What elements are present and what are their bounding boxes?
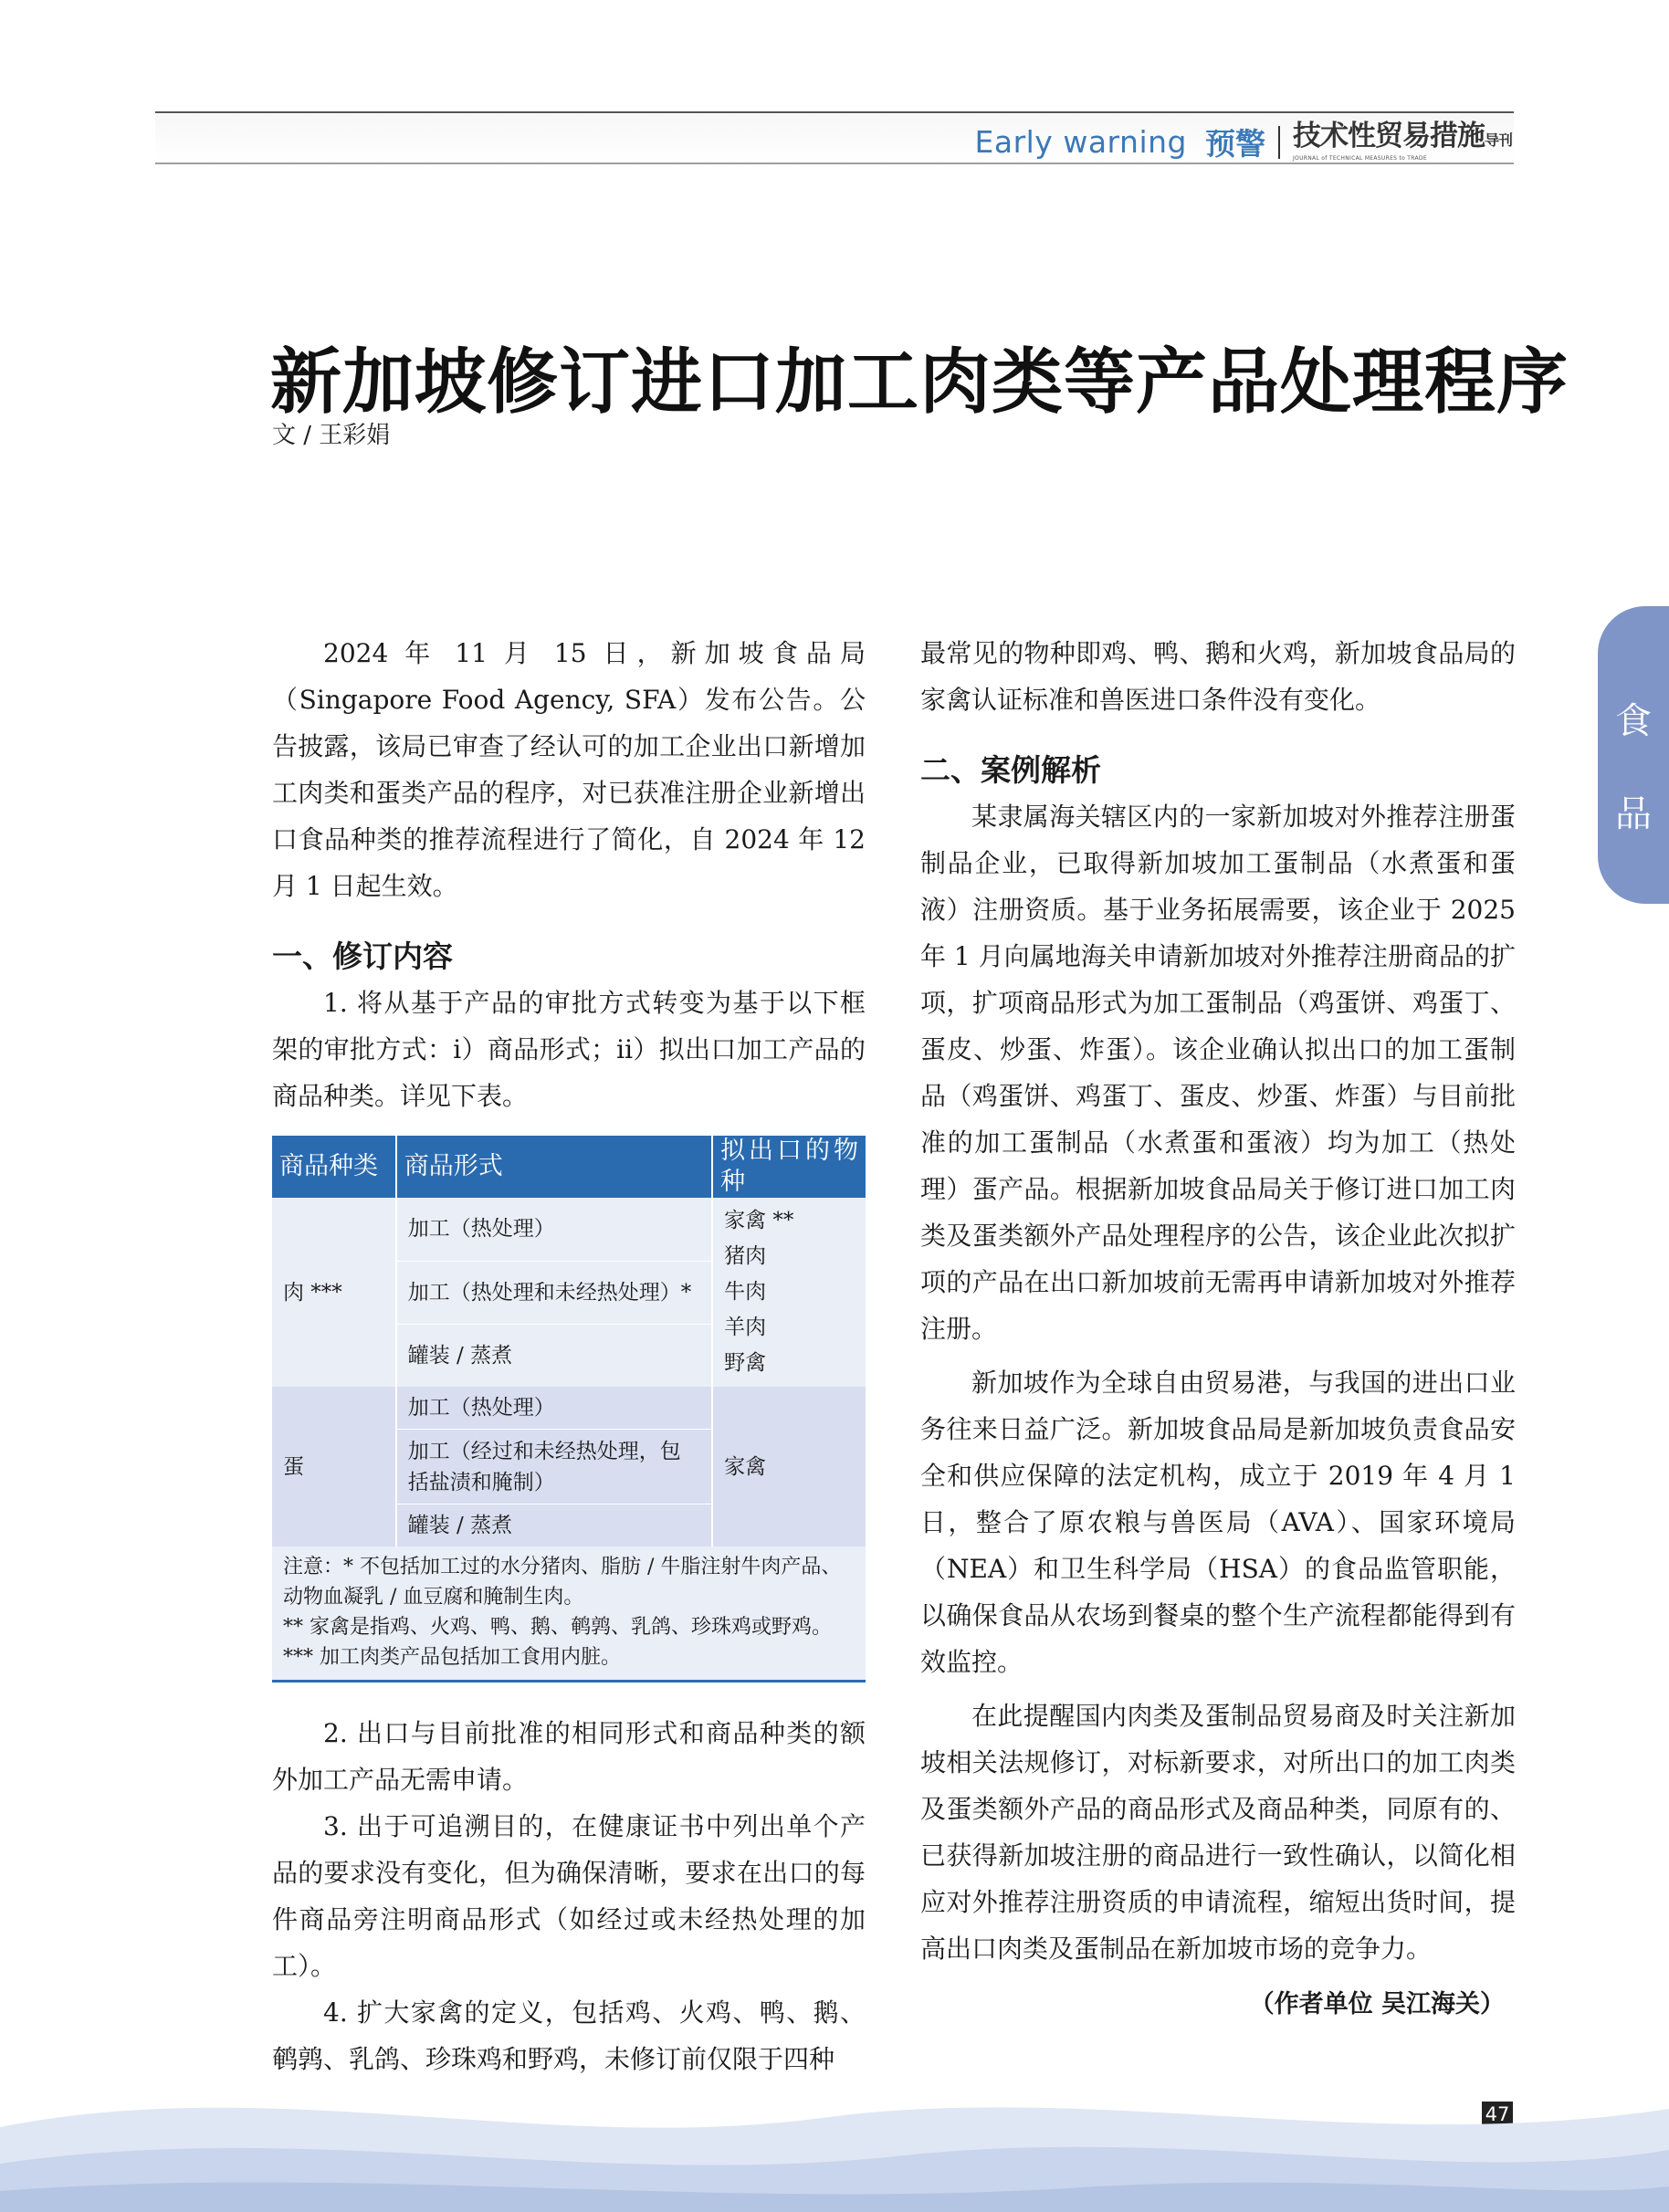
left-paragraph-3: 2. 出口与目前批准的相同形式和商品种类的额外加工产品无需申请。 — [272, 1718, 866, 1795]
left-column — [272, 630, 866, 2082]
table-header-row — [272, 1136, 866, 1198]
early-warning-cn-label: 预警 — [1204, 126, 1265, 162]
table-cell-form: 加工（经过和未经热处理，包括盐渍和腌制） — [396, 1430, 712, 1504]
header-separator — [1278, 126, 1280, 159]
header-branding — [975, 121, 1513, 163]
journal-logo — [1293, 121, 1512, 162]
table-cell-category: 肉 *** — [272, 1198, 396, 1387]
bottom-wave-decoration — [0, 2018, 1669, 2212]
table-cell-category: 蛋 — [272, 1387, 396, 1546]
table-note: ** 家禽是指鸡、火鸡、鸭、鹅、鹌鹑、乳鸽、珍珠鸡或野鸡。 — [283, 1616, 832, 1639]
species-item: 牛肉 — [724, 1280, 767, 1304]
right-paragraph-3: 新加坡作为全球自由贸易港，与我国的进出口业务往来日益广泛。新加坡食品局是新加坡负责食品安全和供应保障的法定机构，成立于 2019 年 4 月 1 日，整合了原农粮与兽医局（AVA）、国家环境局（NEA）和卫生科学局（HSA）的食品监管职能，以确保食品从农场到餐桌的整个生产流程都能得到有效监控。 — [920, 1368, 1516, 1677]
side-tab-char-1: 食 — [1615, 700, 1652, 742]
section-heading-1: 一、修订内容 — [272, 938, 453, 974]
article-byline: 文 / 王彩娟 — [272, 422, 391, 449]
table-cell-form: 罐装 / 蒸煮 — [396, 1324, 712, 1387]
author-affiliation: （作者单位 吴江海关） — [1249, 1990, 1505, 2018]
right-paragraph-1: 最常见的物种即鸡、鸭、鹅和火鸡，新加坡食品局的家禽认证标准和兽医进口条件没有变化。 — [920, 638, 1516, 715]
table-note: *** 加工肉类产品包括加工食用内脏。 — [283, 1646, 621, 1669]
right-paragraph-4: 在此提醒国内肉类及蛋制品贸易商及时关注新加坡相关法规修订，对标新要求，对所出口的加工肉类及蛋类额外产品的商品形式及商品种类，同原有的、已获得新加坡注册的商品进行一致性确认，以简化相应对外推荐注册资质的申请流程，缩短出货时间，提高出口肉类及蛋制品在新加坡市场的竞争力。 — [920, 1701, 1516, 1964]
table-cell-species — [712, 1198, 866, 1387]
table-row — [272, 1198, 866, 1261]
table-cell-form: 罐装 / 蒸煮 — [396, 1504, 712, 1547]
left-paragraph-2: 1. 将从基于产品的审批方式转变为基于以下框架的审批方式：i）商品形式；ii）拟出口加工产品的商品种类。详见下表。 — [272, 988, 866, 1111]
journal-suffix: 导刊 — [1484, 131, 1512, 149]
product-table — [272, 1136, 866, 1546]
table-header-cell: 商品形式 — [396, 1136, 712, 1198]
section-heading-2: 二、案例解析 — [920, 752, 1101, 788]
table-header-cell: 拟出口的物种 — [712, 1136, 866, 1198]
species-item: 猪肉 — [724, 1244, 767, 1268]
header-rule — [155, 111, 1514, 113]
table-header-cell: 商品种类 — [272, 1136, 396, 1198]
section-side-tab — [1598, 606, 1669, 904]
table-notes — [272, 1546, 866, 1683]
journal-name: 技术性贸易措施 — [1292, 120, 1485, 152]
species-item: 家禽 ** — [724, 1209, 794, 1232]
table-row — [272, 1387, 866, 1430]
species-item: 野禽 — [724, 1351, 767, 1375]
article-title: 新加坡修订进口加工肉类等产品处理程序 — [270, 341, 1569, 424]
right-paragraph-2: 某隶属海关辖区内的一家新加坡对外推荐注册蛋制品企业，已取得新加坡加工蛋制品（水煮蛋和蛋液）注册资质。基于业务拓展需要，该企业于 2025 年 1 月向属地海关申请新加坡对外推荐注册商品的扩项，扩项商品形式为加工蛋制品（鸡蛋饼、鸡蛋丁、蛋皮、炒蛋、炸蛋）。该企业确认拟出口的加工蛋制品（鸡蛋饼、鸡蛋丁、蛋皮、炒蛋、炸蛋）与目前批准的加工蛋制品（水煮蛋和蛋液）均为加工（热处理）蛋产品。根据新加坡食品局关于修订进口加工肉类及蛋类额外产品处理程序的公告，该企业此次拟扩项的产品在出口新加坡前无需再申请新加坡对外推荐注册。 — [920, 802, 1516, 1344]
table-cell-species: 家禽 — [712, 1387, 866, 1546]
left-paragraph-5: 4. 扩大家禽的定义，包括鸡、火鸡、鸭、鹅、鹌鹑、乳鸽、珍珠鸡和野鸡，未修订前仅限于四种 — [272, 1997, 866, 2074]
table-cell-form: 加工（热处理） — [396, 1387, 712, 1430]
species-item: 羊肉 — [724, 1316, 767, 1339]
table-cell-form: 加工（热处理和未经热处理）* — [396, 1261, 712, 1324]
table-note: 注意：* 不包括加工过的水分猪肉、脂肪 / 牛脂注射牛肉产品、动物血凝乳 / 血豆腐和腌制生肉。 — [283, 1556, 842, 1609]
journal-en: JOURNAL of TECHNICAL MEASURES to TRADE — [1292, 155, 1427, 162]
left-paragraph-4: 3. 出于可追溯目的，在健康证书中列出单个产品的要求没有变化，但为确保清晰，要求在出口的每件商品旁注明商品形式（如经过或未经热处理的加工）。 — [272, 1811, 866, 1981]
right-column — [920, 630, 1516, 2028]
early-warning-label: Early warning — [974, 124, 1187, 160]
page-number: 47 — [1482, 2102, 1513, 2127]
table-cell-form: 加工（热处理） — [396, 1198, 712, 1261]
left-paragraph-1: 2024 年 11 月 15 日，新加坡食品局（Singapore Food Agency, SFA）发布公告。公告披露，该局已审查了经认可的加工企业出口新增加工肉类和蛋类产品的程序，对已获准注册企业新增出口食品种类的推荐流程进行了简化，自 2024 年 12 月 1 日起生效。 — [272, 638, 866, 901]
side-tab-char-2: 品 — [1615, 793, 1652, 835]
